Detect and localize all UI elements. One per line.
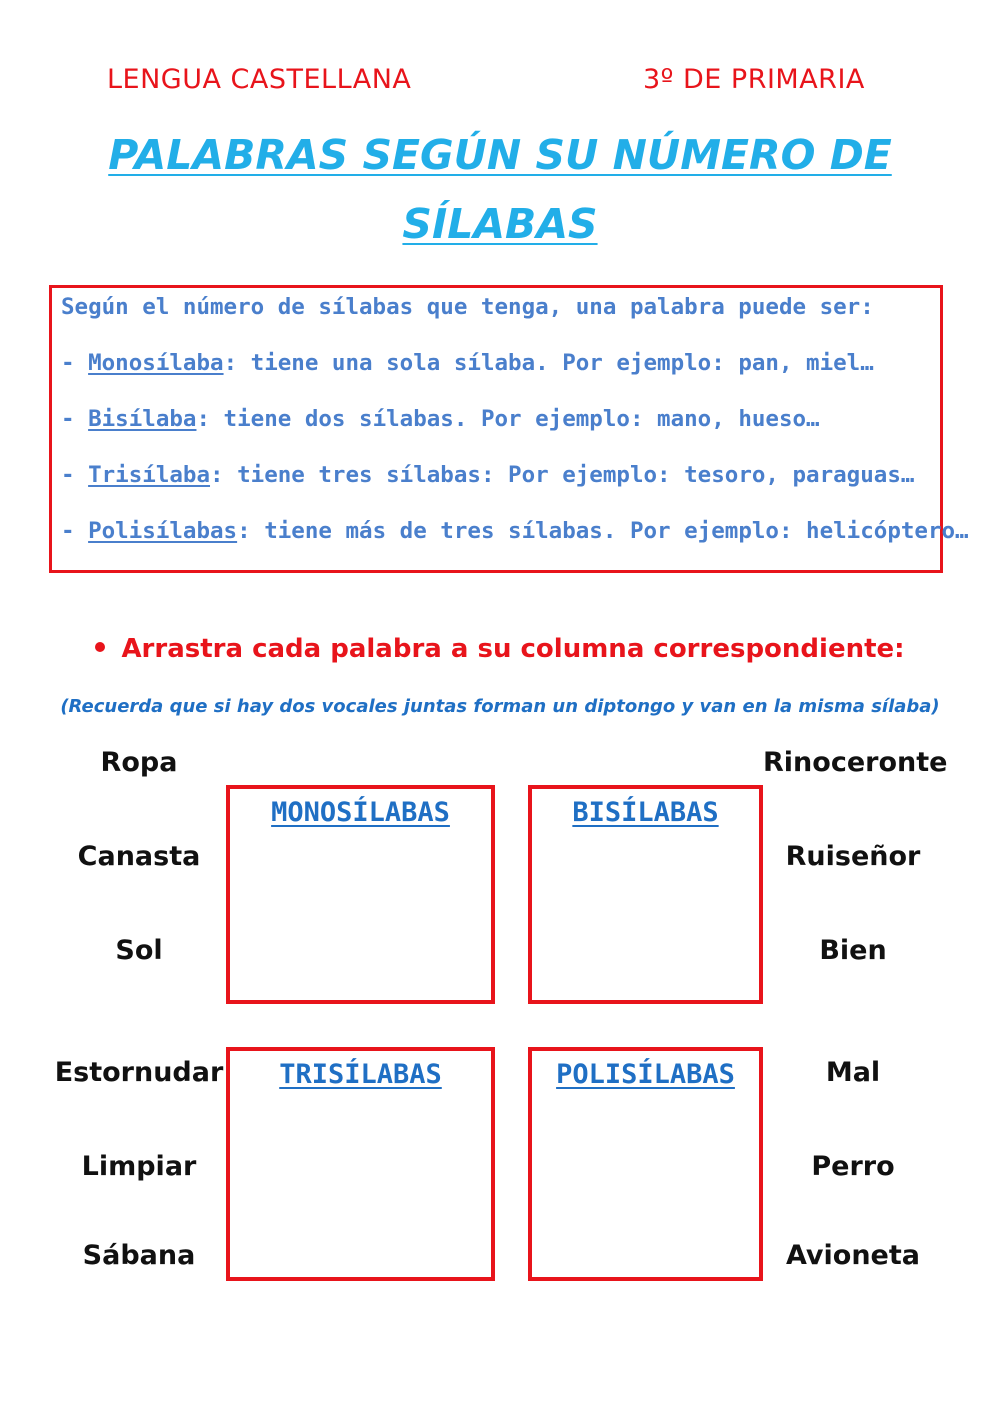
definition-text: : tiene más de tres sílabas. Por ejemplo: helicóptero…	[237, 518, 969, 544]
definition-bisilaba	[61, 406, 820, 432]
drop-zone-title: BISÍLABAS	[572, 797, 719, 828]
instruction-text: Arrastra cada palabra a su columna correspondiente:	[121, 634, 905, 664]
drop-zone-bisilabas[interactable]	[528, 785, 763, 1004]
draggable-word[interactable]: Ruiseñor	[785, 841, 921, 872]
definition-term: Polisílabas	[88, 518, 238, 544]
definition-prefix: -	[61, 350, 89, 376]
definition-text: : tiene una sola sílaba. Por ejemplo: pan, miel…	[223, 350, 874, 376]
definition-text: : tiene dos sílabas. Por ejemplo: mano, hueso…	[196, 406, 820, 432]
definitions-intro: Según el número de sílabas que tenga, una palabra puede ser:	[61, 294, 874, 320]
draggable-word[interactable]: Avioneta	[786, 1240, 920, 1271]
definition-prefix: -	[61, 406, 89, 432]
draggable-word[interactable]: Perro	[811, 1151, 895, 1182]
draggable-word[interactable]: Bien	[819, 935, 887, 966]
hint-text: (Recuerda que si hay dos vocales juntas forman un diptongo y van en la misma sílaba)	[60, 696, 940, 717]
definition-term: Bisílaba	[88, 406, 197, 432]
draggable-word[interactable]: Canasta	[77, 841, 201, 872]
definition-monosilaba	[61, 350, 874, 376]
page-title-line-1: PALABRAS SEGÚN SU NÚMERO DE	[108, 131, 892, 179]
subject-label: LENGUA CASTELLANA	[107, 64, 412, 95]
drop-zone-title: POLISÍLABAS	[556, 1059, 735, 1090]
definition-prefix: -	[61, 518, 89, 544]
draggable-word[interactable]: Ropa	[100, 747, 178, 778]
grade-label: 3º DE PRIMARIA	[643, 64, 865, 95]
drop-zone-monosilabas[interactable]	[226, 785, 495, 1004]
definition-polisilaba	[61, 518, 969, 544]
draggable-word[interactable]: Sábana	[82, 1240, 196, 1271]
definition-prefix: -	[61, 462, 89, 488]
bullet-icon	[95, 642, 105, 652]
draggable-word[interactable]: Mal	[825, 1057, 881, 1088]
instruction	[60, 634, 940, 664]
drop-zone-polisilabas[interactable]	[528, 1047, 763, 1281]
draggable-word[interactable]: Limpiar	[81, 1151, 197, 1182]
drop-zone-trisilabas[interactable]	[226, 1047, 495, 1281]
drop-zone-title: MONOSÍLABAS	[271, 797, 450, 828]
draggable-word[interactable]: Rinoceronte	[763, 747, 948, 778]
draggable-word[interactable]: Sol	[115, 935, 163, 966]
draggable-word[interactable]: Estornudar	[54, 1057, 224, 1088]
definition-trisilaba	[61, 462, 914, 488]
definition-text: : tiene tres sílabas: Por ejemplo: tesoro, paraguas…	[210, 462, 915, 488]
definition-term: Trisílaba	[88, 462, 211, 488]
page-title-line-2: SÍLABAS	[402, 200, 598, 248]
drop-zone-title: TRISÍLABAS	[279, 1059, 442, 1090]
definition-term: Monosílaba	[88, 350, 224, 376]
